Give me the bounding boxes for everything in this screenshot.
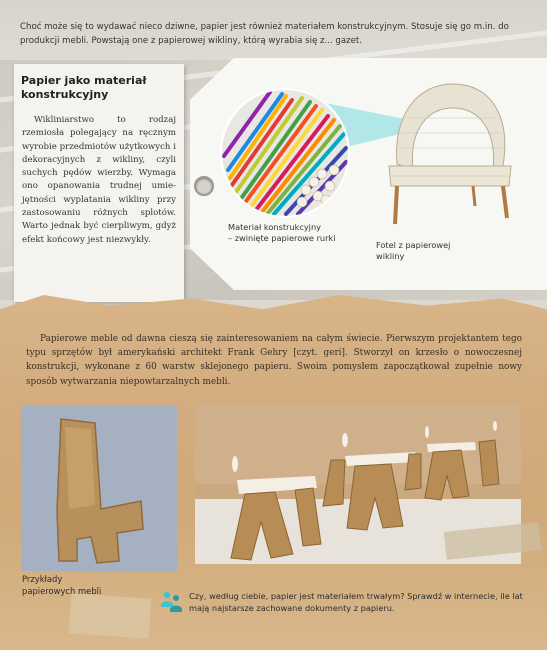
cardboard-chair-photo (21, 405, 177, 571)
paper-tubes-image (222, 90, 348, 216)
tag-hole (194, 176, 214, 196)
intro-text: Choć może się to wydawać nieco dziwne, papier jest również materiałem konstrukcyjnym. Stosuje się go m.in. do produkcji mebli. Powstają one z papierowej wikliny, którą wyrabia się z... gazet. (20, 22, 509, 46)
caption-examples: Przykłady papierowych mebli (22, 574, 102, 596)
people-question-icon (160, 590, 182, 612)
card-body: Wikliniarstwo to rodzaj rzemiosła polegający na ręcznym wyrobie przedmiotów użytkowych i dekoracyjnych z wikliny, czyli suchych pędów wierzby. Wymaga ono opanowania trudnej umiejętności wyplatania wikliny przy zastosowaniu różnych splotów. Warto jednak być cierpliwym, gdyż efekt końcowy jest niezwykły. (22, 115, 176, 245)
info-card (14, 64, 184, 302)
card-title: Papier jako materiał konstrukcyjny (21, 74, 147, 101)
tape-strip (69, 593, 152, 638)
caption-tubes: Materiał konstrukcyjny – zwinięte papierowe rurki (228, 222, 336, 243)
question-text: Czy, według ciebie, papier jest materiałem trwałym? Sprawdź w internecie, ile lat mają najstarsze zachowane dokumenty z papieru. (189, 591, 523, 613)
wicker-chair-image (375, 78, 525, 228)
paper-body-text: Papierowe meble od dawna cieszą się zainteresowaniem na całym świecie. Pierwszym projektantem tego typu sprzętów był amerykański architekt Frank Gehry [czyt. geri]. Stworzył on krzesło o nowoczesnej konstrukcji, wykonane z 60 warstw sklejonego papieru. Swoim pomysłem zapoczątkował zupełnie nowy sposób wytwarzania niepowtarzalnych mebli. (26, 334, 522, 387)
caption-chair: Fotel z papierowej wikliny (376, 240, 451, 261)
